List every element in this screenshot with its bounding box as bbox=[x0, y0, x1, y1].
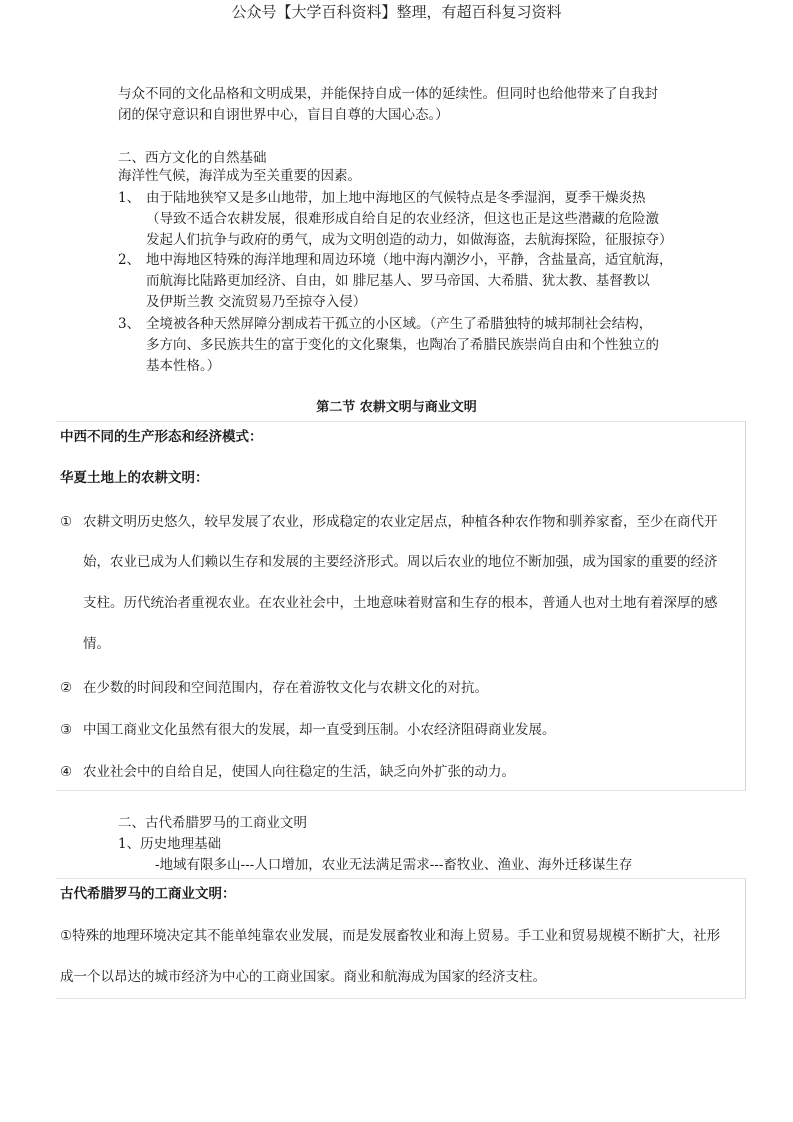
west-heading: 二、西方文化的自然基础 bbox=[118, 150, 267, 166]
box1-item-1-num: ① bbox=[60, 514, 73, 530]
box1-top-border bbox=[56, 421, 746, 422]
box2-bottom-border bbox=[56, 998, 746, 999]
box1-item-4-num: ④ bbox=[60, 764, 73, 780]
section-title: 第二节 农耕文明与商业文明 bbox=[316, 400, 477, 415]
intro-line-1: 与众不同的文化品格和文明成果，并能保持自成一体的延续性。但同时也给他带来了自我封 bbox=[118, 86, 658, 102]
west-summary: 海洋性气候，海洋成为至关重要的因素。 bbox=[118, 168, 361, 184]
box1-item-1-line-3: 支柱。历代统治者重视农业。在农业社会中，土地意味着财富和生存的根本，普通人也对土地有着深厚的感 bbox=[83, 595, 718, 611]
greece-line: -地域有限多山---人口增加，农业无法满足需求---畜牧业、渔业、海外迁移谋生存 bbox=[155, 857, 633, 873]
west-item-1-line-2: （导致不适合农耕发展，很难形成自给自足的农业经济，但这也正是这些潜藏的危险激 bbox=[146, 211, 659, 227]
box2-heading: 古代希腊罗马的工商业文明： bbox=[60, 886, 236, 902]
west-item-2-num: 2、 bbox=[118, 252, 141, 268]
box1-item-1-line-1: 农耕文明历史悠久，较早发展了农业，形成稳定的农业定居点，种植各种农作物和驯养家畜，至少在商代开 bbox=[83, 514, 718, 530]
box2-line-2: 成一个以昂达的城市经济为中心的工商业国家。商业和航海成为国家的经济支柱。 bbox=[60, 969, 546, 985]
box1-item-1-line-4: 情。 bbox=[83, 636, 110, 652]
box1-item-2-line-1: 在少数的时间段和空间范围内，存在着游牧文化与农耕文化的对抗。 bbox=[83, 680, 488, 696]
box1-subheading: 华夏土地上的农耕文明： bbox=[60, 470, 209, 486]
west-item-2-line-1: 地中海地区特殊的海洋地理和周边环境（地中海内潮汐小，平静，含盐量高，适宜航海， bbox=[146, 252, 673, 268]
box1-item-3-line-1: 中国工商业文化虽然有很大的发展，却一直受到压制。小农经济阻碍商业发展。 bbox=[83, 722, 556, 738]
greece-sub: 1、历史地理基础 bbox=[118, 836, 222, 852]
box1-item-2-num: ② bbox=[60, 680, 73, 696]
box2-line-1: ①特殊的地理环境决定其不能单纯靠农业发展，而是发展畜牧业和海上贸易。手工业和贸易规模不断扩大，社形 bbox=[60, 928, 721, 944]
west-item-1-line-3: 发起人们抗争与政府的勇气，成为文明创造的动力，如做海盗，去航海探险，征服掠夺） bbox=[146, 232, 673, 248]
box1-item-4-line-1: 农业社会中的自给自足，使国人向往稳定的生活，缺乏向外扩张的动力。 bbox=[83, 764, 515, 780]
box1-heading: 中西不同的生产形态和经济模式： bbox=[60, 429, 263, 445]
greece-heading: 二、古代希腊罗马的工商业文明 bbox=[118, 815, 307, 831]
box1-item-1-line-2: 始，农业已成为人们赖以生存和发展的主要经济形式。周以后农业的地位不断加强，成为国家的重要的经济 bbox=[83, 554, 718, 570]
west-item-2-line-2: 而航海比陆路更加经济、自由，如 腓尼基人、罗马帝国、大希腊、犹太教、基督教以 bbox=[146, 273, 650, 289]
west-item-3-num: 3、 bbox=[118, 316, 141, 332]
box1-item-3-num: ③ bbox=[60, 722, 73, 738]
west-item-1-line-1: 由于陆地狭窄又是多山地带，加上地中海地区的气候特点是冬季湿润，夏季干燥炎热 bbox=[146, 190, 646, 206]
west-item-3-line-2: 多方向、多民族共生的富于变化的文化聚集，也陶冶了希腊民族崇尚自由和个性独立的 bbox=[146, 337, 659, 353]
west-item-2-line-3: 及伊斯兰教 交流贸易乃至掠夺入侵） bbox=[146, 294, 367, 310]
box1-right-border bbox=[745, 421, 746, 790]
intro-line-2: 闭的保守意识和自诩世界中心，盲目自尊的大国心态。） bbox=[118, 107, 449, 123]
west-item-3-line-1: 全境被各种天然屏障分割成若干孤立的小区域。（产生了希腊独特的城邦制社会结构， bbox=[146, 316, 653, 332]
box2-right-border bbox=[745, 878, 746, 998]
box2-top-border bbox=[56, 878, 746, 879]
page-header: 公众号【大学百科资料】整理，有超百科复习资料 bbox=[231, 3, 562, 21]
box1-bottom-border bbox=[56, 790, 746, 791]
west-item-1-num: 1、 bbox=[118, 190, 141, 206]
west-item-3-line-3: 基本性格。） bbox=[146, 358, 221, 374]
